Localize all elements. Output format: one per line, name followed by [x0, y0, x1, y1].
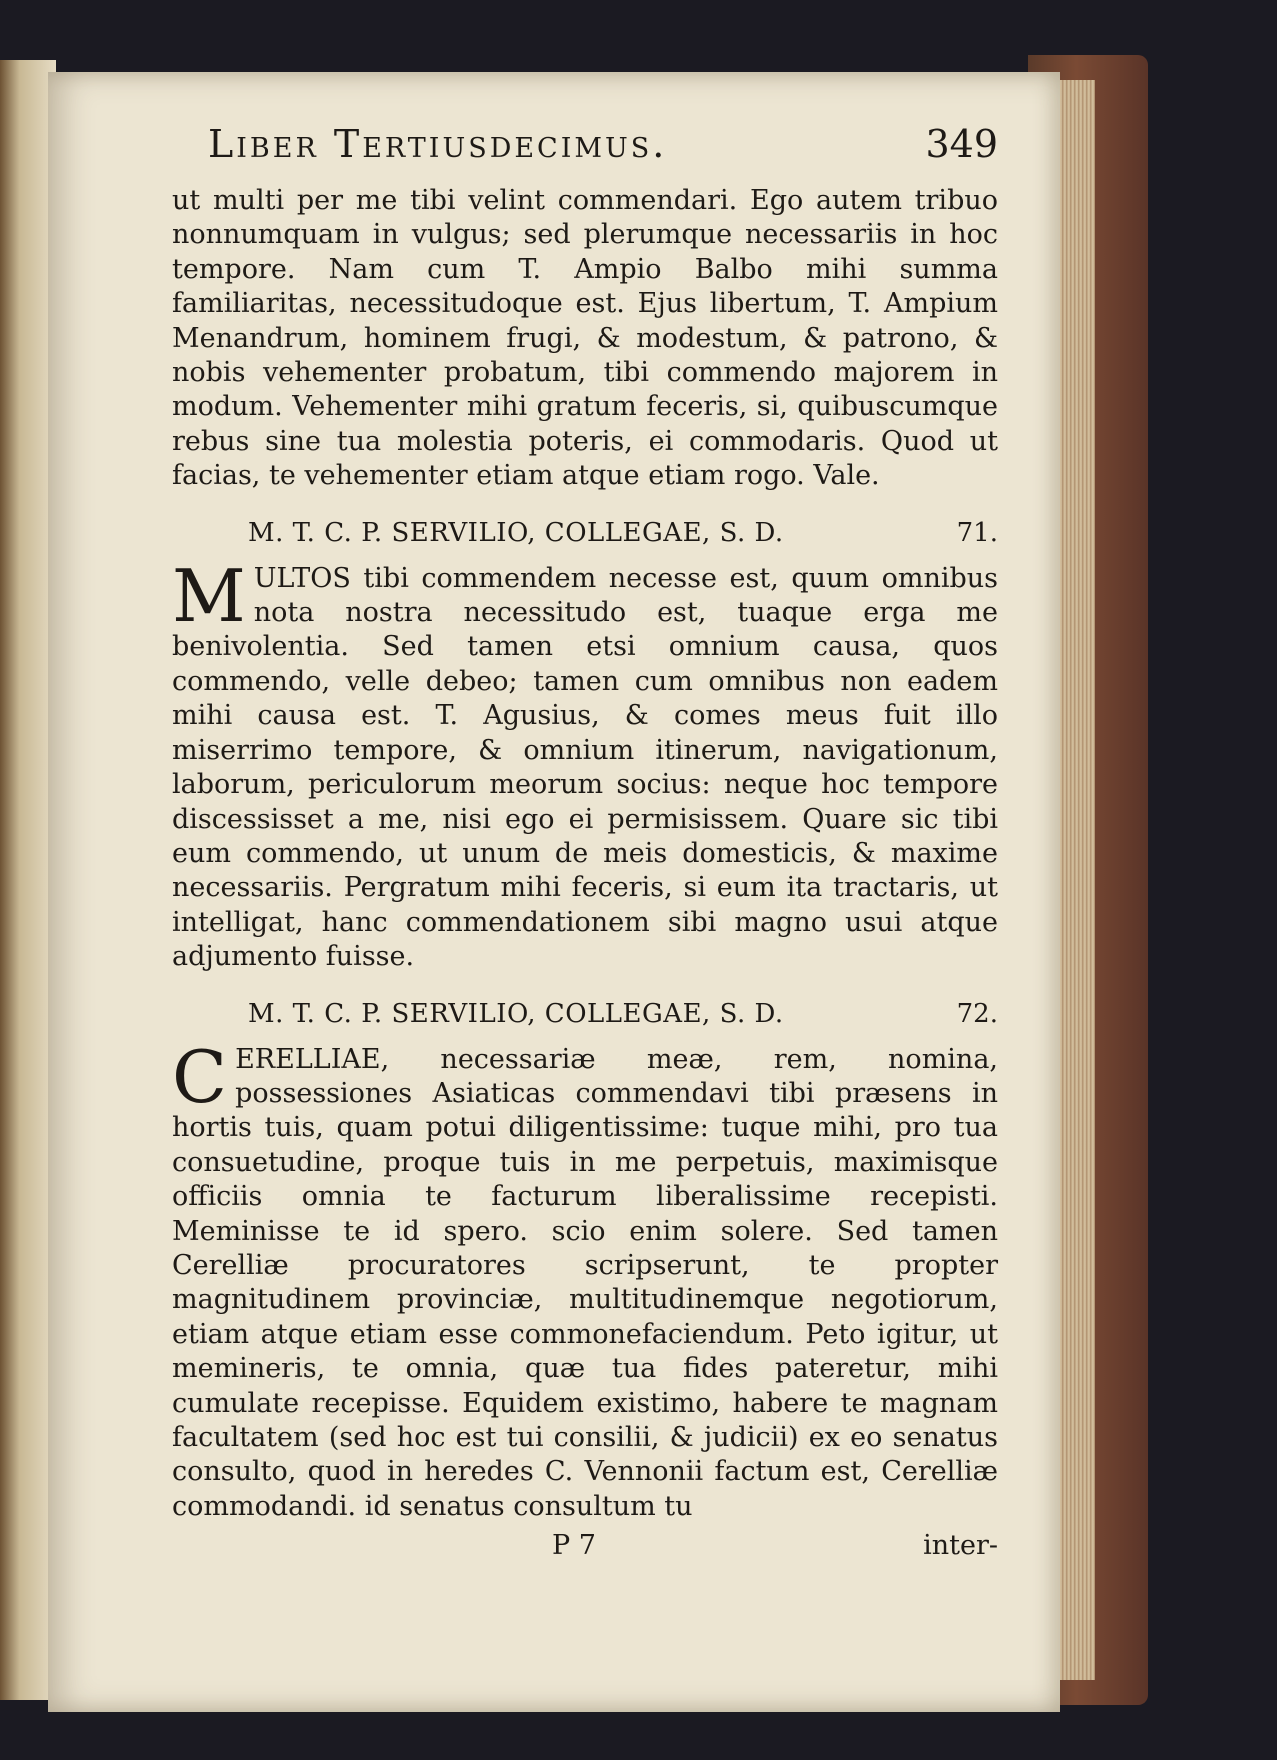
footer-line: [172, 1528, 998, 1568]
letter-text: ULTOS tibi commendem necesse est, quum omnibus nota nostra necessitudo est, tuaque erga me benivolentia. Sed tamen etsi omnium causa, quos commendo, velle debeo; tamen cum omnibus non eadem mihi causa est. T. Agusius, & comes meus fuit illo miserrimo tempore, & omnium itinerum, navigationum, laborum, periculorum meorum socius: neque hoc tempore discessisset a me, nisi ego ei permisissem. Quare sic tibi eum commendo, ut unum de meis domesticis, & maxime necessariis. Pergratum mihi feceris, si eum ita tractaris, ut intelligat, hanc commendationem sibi magno usui atque adjumento fuisse.: [172, 562, 998, 973]
drop-cap: C: [172, 1034, 228, 1119]
letter-heading-71: [172, 510, 998, 562]
letter-body-71: [172, 553, 998, 975]
catchword: inter-: [923, 1530, 998, 1562]
letter-text: ERELLIAE, necessariæ meæ, rem, nomina, possessiones Asiaticas commendavi tibi præsens in hortis tuis, quam potui diligentissime: tuque mihi, pro tua consuetudine, proque tuis in me perpetuis, maximisque officiis omnia te facturum liberalissime recepisti. Meminisse te id spero. scio enim solere. Sed tamen Cerelliæ procuratores scripserunt, te propter magnitudinem provinciæ, multitudinemque negotiorum, etiam atque etiam esse commonefaciendum. Peto igitur, ut memineris, te omnia, quæ tua fides pateretur, mihi cumulate recepisse. Equidem existimo, habere te magnam facultatem (sed hoc est tui consilii, & judicii) ex eo senatus consulto, quod in heredes C. Vennonii factum est, Cerelliæ commodandi. id senatus consultum tu: [172, 1043, 998, 1522]
letter-number: 72.: [956, 998, 998, 1029]
page-block-edge: [1055, 80, 1095, 1680]
paragraph-continued: ut multi per me tibi velint commendari. Ego autem tribuo nonnumquam in vulgus; sed plerumque necessariis in hoc tempore. Nam cum T. Ampio Balbo mihi summa familiaritas, necessitudoque est. Ejus libertum, T. Ampium Menandrum, hominem frugi, & modestum, & patrono, & nobis vehementer probatum, tibi commendo majorem in modum. Vehementer mihi gratum feceris, si, quibuscumque rebus sine tua molestia poteris, ei commodaris. Quod ut facias, te vehementer etiam atque etiam rogo. Vale.: [172, 185, 998, 492]
letter-heading-72: [172, 991, 998, 1043]
drop-cap: M: [172, 553, 246, 638]
running-title: Liber Tertiusdecimus.: [208, 122, 668, 166]
page-content: [172, 122, 998, 1568]
letter-heading-text: M. T. C. P. SERVILIO, COLLEGAE, S. D.: [248, 517, 784, 548]
running-head: [172, 122, 998, 184]
page-number: 349: [925, 122, 998, 166]
letter-heading-text: M. T. C. P. SERVILIO, COLLEGAE, S. D.: [248, 998, 784, 1029]
book-page: [48, 72, 1060, 1712]
letter-number: 71.: [956, 517, 998, 548]
signature-mark: P 7: [552, 1530, 596, 1562]
letter-body-72: [172, 1034, 998, 1525]
